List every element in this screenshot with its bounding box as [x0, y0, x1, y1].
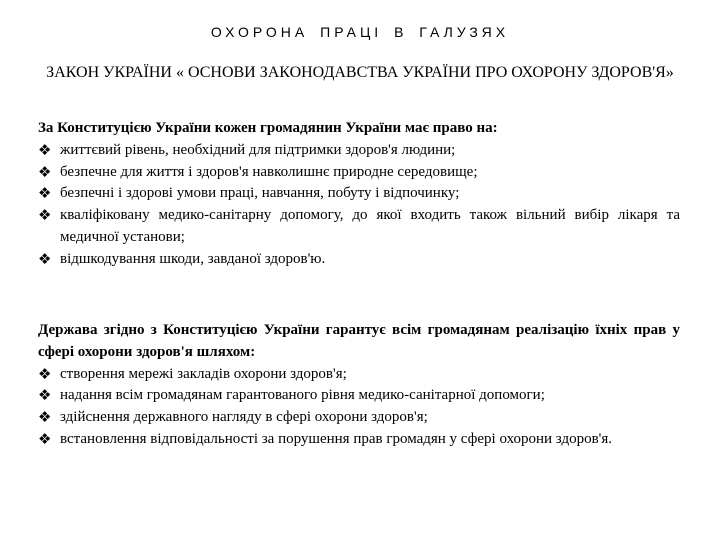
- diamond-bullet-icon: ❖: [38, 162, 52, 181]
- list-item-text: створення мережі закладів охорони здоров'я;: [60, 365, 347, 382]
- list-item-text: встановлення відповідальності за порушення прав громадян у сфері охорони здоров'я.: [60, 430, 613, 447]
- list-item-text: життєвий рівень, необхідний для підтримки здоров'я людини;: [60, 141, 456, 158]
- list-item: [38, 183, 680, 205]
- list-item: [38, 249, 680, 271]
- diamond-bullet-icon: ❖: [38, 140, 52, 159]
- list-item-text: здійснення державного нагляду в сфері охорони здоров'я;: [60, 409, 428, 426]
- state-list: [38, 364, 680, 451]
- list-item: [38, 385, 680, 407]
- diamond-bullet-icon: ❖: [38, 364, 52, 383]
- rights-section: [38, 118, 680, 271]
- diamond-bullet-icon: ❖: [38, 386, 52, 405]
- diamond-bullet-icon: ❖: [38, 184, 52, 203]
- rights-lead: За Конституцією України кожен громадянин України має право на:: [38, 120, 498, 136]
- law-title: ЗАКОН УКРАЇНИ « ОСНОВИ ЗАКОНОДАВСТВА УКРАЇНИ ПРО ОХОРОНУ ЗДОРОВ'Я»: [46, 64, 674, 81]
- diamond-bullet-icon: ❖: [38, 429, 52, 448]
- diamond-bullet-icon: ❖: [38, 206, 52, 225]
- state-section: [38, 320, 680, 451]
- list-item: [38, 205, 680, 249]
- list-item: [38, 140, 680, 162]
- list-item: [38, 407, 680, 429]
- list-item-text: безпечне для життя і здоров'я навколишнє природне середовище;: [60, 163, 478, 180]
- list-item-text: безпечні і здорові умови праці, навчання, побуту і відпочинку;: [60, 185, 460, 202]
- list-item: [38, 364, 680, 386]
- state-lead: Держава згідно з Конституцією України гарантує всім громадянам реалізацію їхніх прав у сфері охорони здоров'я шляхом:: [38, 322, 680, 360]
- rights-list: [38, 140, 680, 271]
- list-item: [38, 429, 680, 451]
- diamond-bullet-icon: ❖: [38, 249, 52, 268]
- list-item-text: відшкодування шкоди, завданої здоров'ю.: [60, 250, 326, 267]
- list-item: [38, 162, 680, 184]
- list-item-text: надання всім громадянам гарантованого рівня медико-санітарної допомоги;: [60, 387, 545, 404]
- diamond-bullet-icon: ❖: [38, 408, 52, 427]
- page-header: ОХОРОНА ПРАЦІ В ГАЛУЗЯХ: [210, 24, 510, 40]
- list-item-text: кваліфіковану медико-санітарну допомогу, до якої входить також вільний вибір лікаря та медичної установи;: [60, 207, 680, 245]
